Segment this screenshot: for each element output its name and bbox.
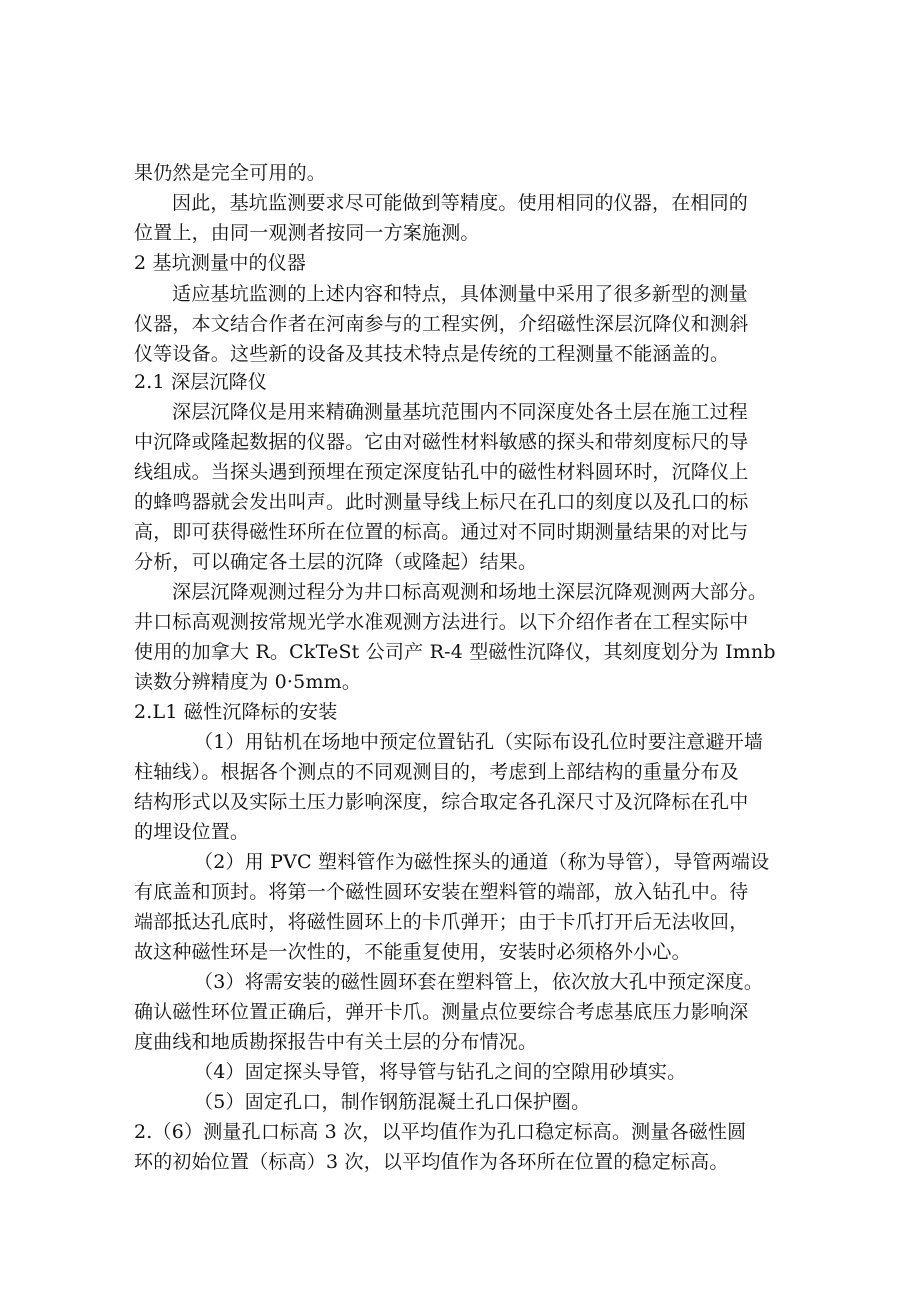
text-line: 仪器，本文结合作者在河南参与的工程实例，介绍磁性深层沉降仪和测斜 bbox=[134, 313, 749, 335]
text-line: 确认磁性环位置正确后，弹开卡爪。测量点位要综合考虑基底压力影响深 bbox=[134, 1001, 749, 1023]
text-line: （2）用 PVC 塑料管作为磁性探头的通道（称为导管），导管两端设 bbox=[194, 851, 770, 873]
text-line: 柱轴线）。根据各个测点的不同观测目的，考虑到上部结构的重量分布及 bbox=[134, 761, 739, 783]
text-line: 结构形式以及实际土压力影响深度，综合取定各孔深尺寸及沉降标在孔中 bbox=[134, 791, 749, 813]
section-heading: 2 基坑测量中的仪器 bbox=[134, 252, 307, 274]
text-line: 因此，基坑监测要求尽可能做到等精度。使用相同的仪器，在相同的 bbox=[172, 192, 749, 214]
text-line: 度曲线和地质勘探报告中有关土层的分布情况。 bbox=[134, 1031, 538, 1053]
text-line: 的蜂鸣器就会发出叫声。此时测量导线上标尺在孔口的刻度以及孔口的标 bbox=[134, 491, 749, 513]
text-line: 环的初始位置（标高）3 次，以平均值作为各环所在位置的稳定标高。 bbox=[134, 1151, 729, 1173]
section-heading: 2.1 深层沉降仪 bbox=[134, 371, 268, 393]
section-heading: 2.L1 磁性沉降标的安装 bbox=[134, 701, 338, 723]
text-line: 深层沉降仪是用来精确测量基坑范围内不同深度处各土层在施工过程 bbox=[172, 401, 749, 423]
text-line: 的埋设位置。 bbox=[134, 821, 250, 843]
text-line: 适应基坑监测的上述内容和特点，具体测量中采用了很多新型的测量 bbox=[172, 283, 749, 305]
text-line: 故这种磁性环是一次性的，不能重复使用，安装时必须格外小心。 bbox=[134, 941, 691, 963]
text-line: 中沉降或隆起数据的仪器。它由对磁性材料敏感的探头和带刻度标尺的导 bbox=[134, 431, 749, 453]
text-line: （4）固定探头导管，将导管与钻孔之间的空隙用砂填实。 bbox=[194, 1061, 687, 1083]
text-line: 端部抵达孔底时，将磁性圆环上的卡爪弹开；由于卡爪打开后无法收回， bbox=[134, 911, 749, 933]
text-line: 分析，可以确定各土层的沉降（或隆起）结果。 bbox=[134, 551, 538, 573]
text-line: 深层沉降观测过程分为井口标高观测和场地土深层沉降观测两大部分。 bbox=[172, 581, 768, 603]
text-line: 高，即可获得磁性环所在位置的标高。通过对不同时期测量结果的对比与 bbox=[134, 521, 749, 543]
text-line: （1）用钻机在场地中预定位置钻孔（实际布设孔位时要注意避开墙 bbox=[194, 731, 764, 753]
text-line: 位置上，由同一观测者按同一方案施测。 bbox=[134, 222, 480, 244]
text-line: 线组成。当探头遇到预埋在预定深度钻孔中的磁性材料圆环时，沉降仪上 bbox=[134, 461, 749, 483]
text-line: （5）固定孔口，制作钢筋混凝土孔口保护圈。 bbox=[194, 1091, 591, 1113]
text-line: 使用的加拿大 R。CkTeSt 公司产 R-4 型磁性沉降仪，其刻度划分为 Imnb bbox=[134, 641, 776, 663]
text-line: 果仍然是完全可用的。 bbox=[134, 162, 327, 184]
text-line: 仪等设备。这些新的设备及其技术特点是传统的工程测量不能涵盖的。 bbox=[134, 343, 730, 365]
text-line: 有底盖和顶封。将第一个磁性圆环安装在塑料管的端部，放入钻孔中。待 bbox=[134, 881, 749, 903]
text-line: 读数分辨精度为 0·5mm。 bbox=[134, 671, 362, 693]
text-line: 井口标高观测按常规光学水准观测方法进行。以下介绍作者在工程实际中 bbox=[134, 611, 749, 633]
text-line: （3）将需安装的磁性圆环套在塑料管上，依次放大孔中预定深度。 bbox=[194, 971, 764, 993]
text-line: 2.（6）测量孔口标高 3 次，以平均值作为孔口稳定标高。测量各磁性圆 bbox=[134, 1121, 747, 1143]
